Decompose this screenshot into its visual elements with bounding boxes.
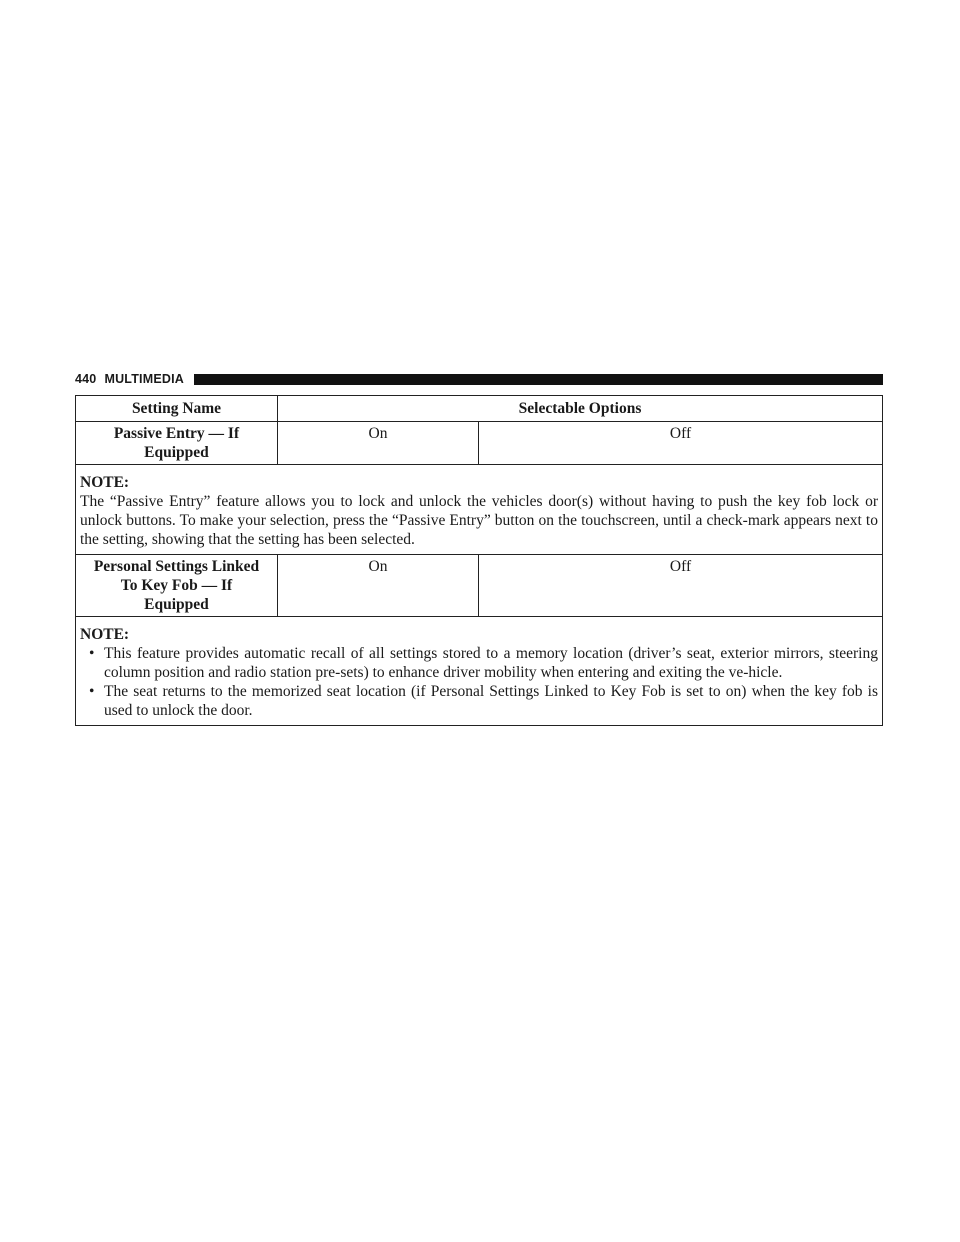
page-header [75,371,883,387]
setting-name-line: Equipped [144,596,209,613]
setting-name-line: Passive Entry — If [113,425,240,442]
column-header-setting-name: Setting Name [76,396,278,421]
setting-name-line: To Key Fob — If [120,577,233,594]
settings-table [75,395,883,726]
setting-name-line: Personal Settings Linked [93,558,260,575]
option-on: On [278,555,479,616]
note-row [76,465,882,555]
note-label: NOTE: [80,474,130,491]
note-passive-entry [76,465,882,554]
option-on: On [278,422,479,464]
list-item [80,644,878,682]
bullet-icon: • [89,683,95,700]
table-row [76,555,882,617]
setting-name-line: Equipped [144,444,209,461]
header-rule [194,374,883,385]
note-personal-settings [76,617,882,725]
bullet-text: This feature provides automatic recall of all settings stored to a memory location (driver’s seat, exterior mirrors, steering column position and radio station pre-sets) to enhance driver mobility when entering and exiting the ve-hicle. [104,645,878,681]
option-off: Off [669,425,692,442]
table-header-row [76,396,882,422]
section-title: MULTIMEDIA [104,372,185,386]
note-bullet-list [80,644,878,720]
note-text: The “Passive Entry” feature allows you to lock and unlock the vehicles door(s) without having to push the key fob lock or unlock buttons. To make your selection, press the “Passive Entry” button on the touchscreen, until a check-mark appears next to the setting, showing that the setting has been selected. [80,493,878,548]
column-header-selectable-options: Selectable Options [518,400,642,417]
bullet-text: The seat returns to the memorized seat location (if Personal Settings Linked to Key Fob is set to on) when the key fob is used to unlock the door. [104,683,878,719]
option-off: Off [669,558,692,575]
note-row [76,617,882,725]
setting-name-passive-entry [76,422,278,464]
note-label: NOTE: [80,626,130,643]
list-item [80,682,878,720]
table-row [76,422,882,465]
setting-name-personal-settings-linked [76,555,278,616]
page-number: 440 [75,372,97,386]
bullet-icon: • [89,645,95,662]
